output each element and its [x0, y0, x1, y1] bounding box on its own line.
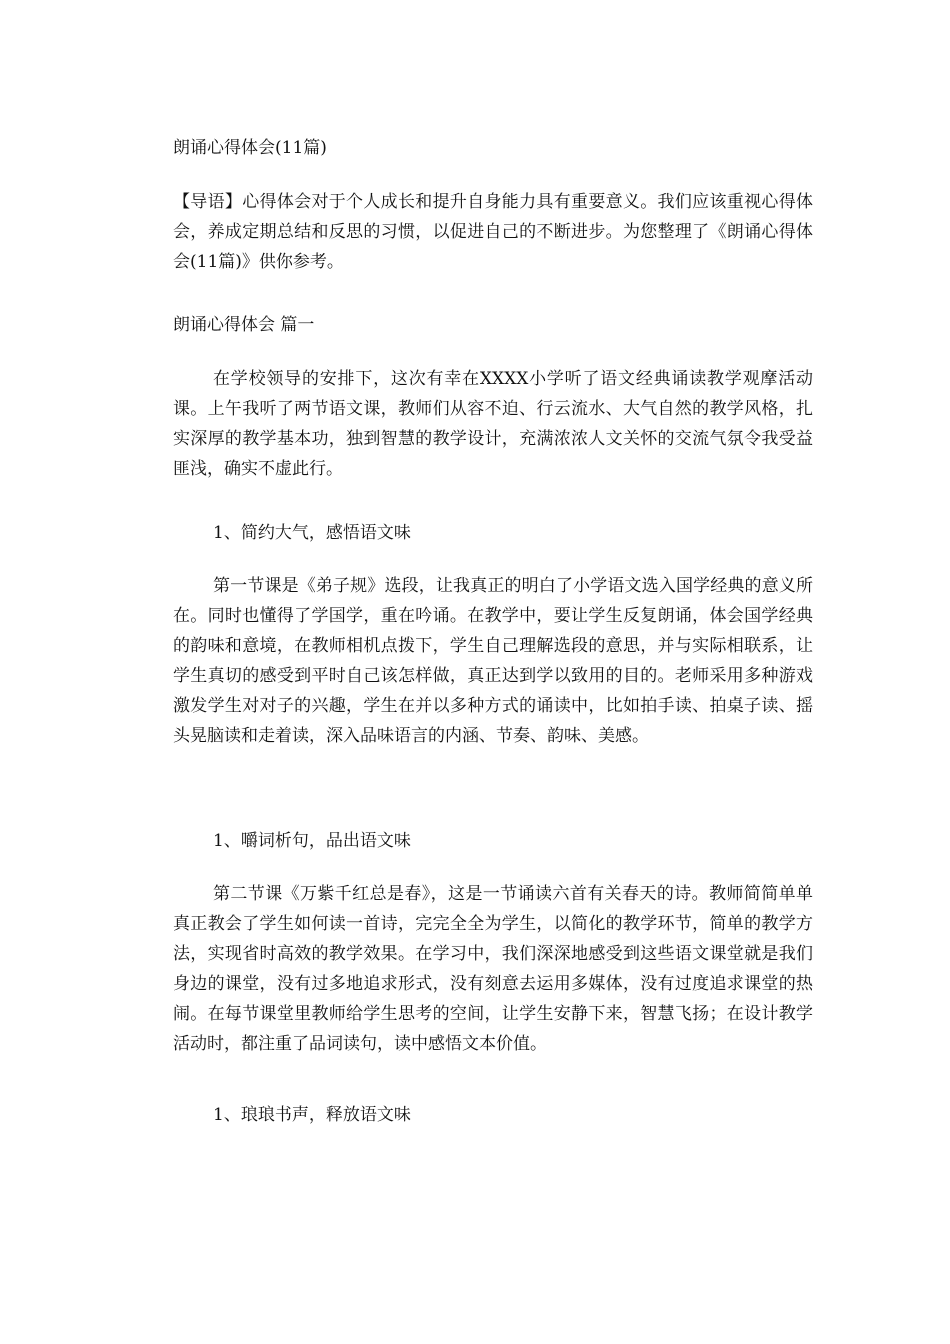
- paragraph-3: 第二节课《万紫千红总是春》，这是一节诵读六首有关春天的诗。教师简简单单真正教会了学生如何读一首诗，完完全全为学生，以简化的教学环节，简单的教学方法，实现省时高效的教学效果。在学习中，我们深深地感受到这些语文课堂就是我们身边的课堂，没有过多地追求形式，没有刻意去运用多媒体，没有过度追求课堂的热闹。在每节课堂里教师给学生思考的空间，让学生安静下来，智慧飞扬；在设计教学活动时，都注重了品词读句，读中感悟文本价值。: [173, 884, 813, 1054]
- paragraph-2: 第一节课是《弟子规》选段，让我真正的明白了小学语文选入国学经典的意义所在。同时也懂得了学国学，重在吟诵。在教学中，要让学生反复朗诵，体会国学经典的韵味和意境，在教师相机点拨下，学生自己理解选段的意思，并与实际相联系，让学生真切的感受到平时自己该怎样做，真正达到学以致用的目的。老师采用多种游戏激发学生对对子的兴趣，学生在并以多种方式的诵读中，比如拍手读、拍桌子读、摇头晃脑读和走着读，深入品味语言的内涵、节奏、韵味、美感。: [173, 576, 813, 746]
- heading-1: 1、简约大气，感悟语文味: [213, 523, 411, 543]
- section-title: 朗诵心得体会 篇一: [173, 315, 315, 335]
- intro-paragraph: 【导语】心得体会对于个人成长和提升自身能力具有重要意义。我们应该重视心得体会，养成定期总结和反思的习惯，以促进自己的不断进步。为您整理了《朗诵心得体会(11篇)》供你参考。: [173, 192, 813, 272]
- document-title: 朗诵心得体会(11篇): [173, 138, 327, 158]
- heading-2: 1、嚼词析句，品出语文味: [213, 831, 411, 851]
- paragraph-1: 在学校领导的安排下，这次有幸在XXXX小学听了语文经典诵读教学观摩活动课。上午我听了两节语文课，教师们从容不迫、行云流水、大气自然的教学风格，扎实深厚的教学基本功，独到智慧的教学设计，充满浓浓人文关怀的交流气氛令我受益匪浅，确实不虚此行。: [173, 369, 813, 479]
- heading-3: 1、琅琅书声，释放语文味: [213, 1105, 411, 1125]
